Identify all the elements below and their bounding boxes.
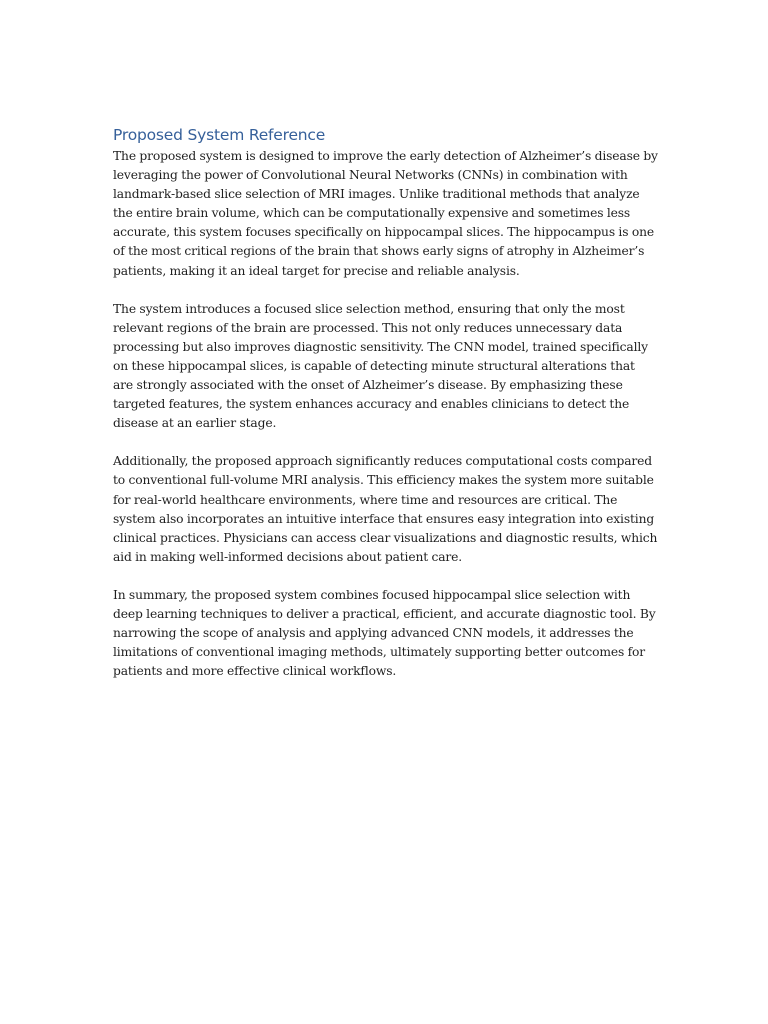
paragraph-introduction: The proposed system is designed to improve the early detection of Alzheimer’s disease by leveraging the power of Convolutional Neural Networks (CNNs) in combination with landmark-based slice selection of MRI images. Unlike traditional methods that analyze the entire brain volume, which can be computationally expensive and sometimes less accurate, this system focuses specifically on hippocampal slices. The hippocampus is one of the most critical regions of the brain that shows early signs of atrophy in Alzheimer’s patients, making it an ideal target for precise and reliable analysis. [113,149,658,278]
paragraph-slice-selection: The system introduces a focused slice selection method, ensuring that only the most relevant regions of the brain are processed. This not only reduces unnecessary data processing but also improves diagnostic sensitivity. The CNN model, trained specifically on these hippocampal slices, is capable of detecting minute structural alterations that are strongly associated with the onset of Alzheimer’s disease. By emphasizing these targeted features, the system enhances accuracy and enables clinicians to detect the disease at an earlier stage. [113,301,648,431]
paragraph-summary: In summary, the proposed system combines focused hippocampal slice selection with deep learning techniques to deliver a practical, efficient, and accurate diagnostic tool. By narrowing the scope of analysis and applying advanced CNN models, it addresses the limitations of conventional imaging methods, ultimately supporting better outcomes for patients and more effective clinical workflows. [113,587,656,679]
paragraph-computational-costs: Additionally, the proposed approach significantly reduces computational costs compared to conventional full-volume MRI analysis. This efficiency makes the system more suitable for real-world healthcare environments, where time and resources are critical. The system also incorporates an intuitive interface that ensures easy integration into existing clinical practices. Physicians can access clear visualizations and diagnostic results, which aid in making well-informed decisions about patient care. [113,454,658,564]
document-body [113,124,658,700]
document-heading: Proposed System Reference [113,126,326,144]
